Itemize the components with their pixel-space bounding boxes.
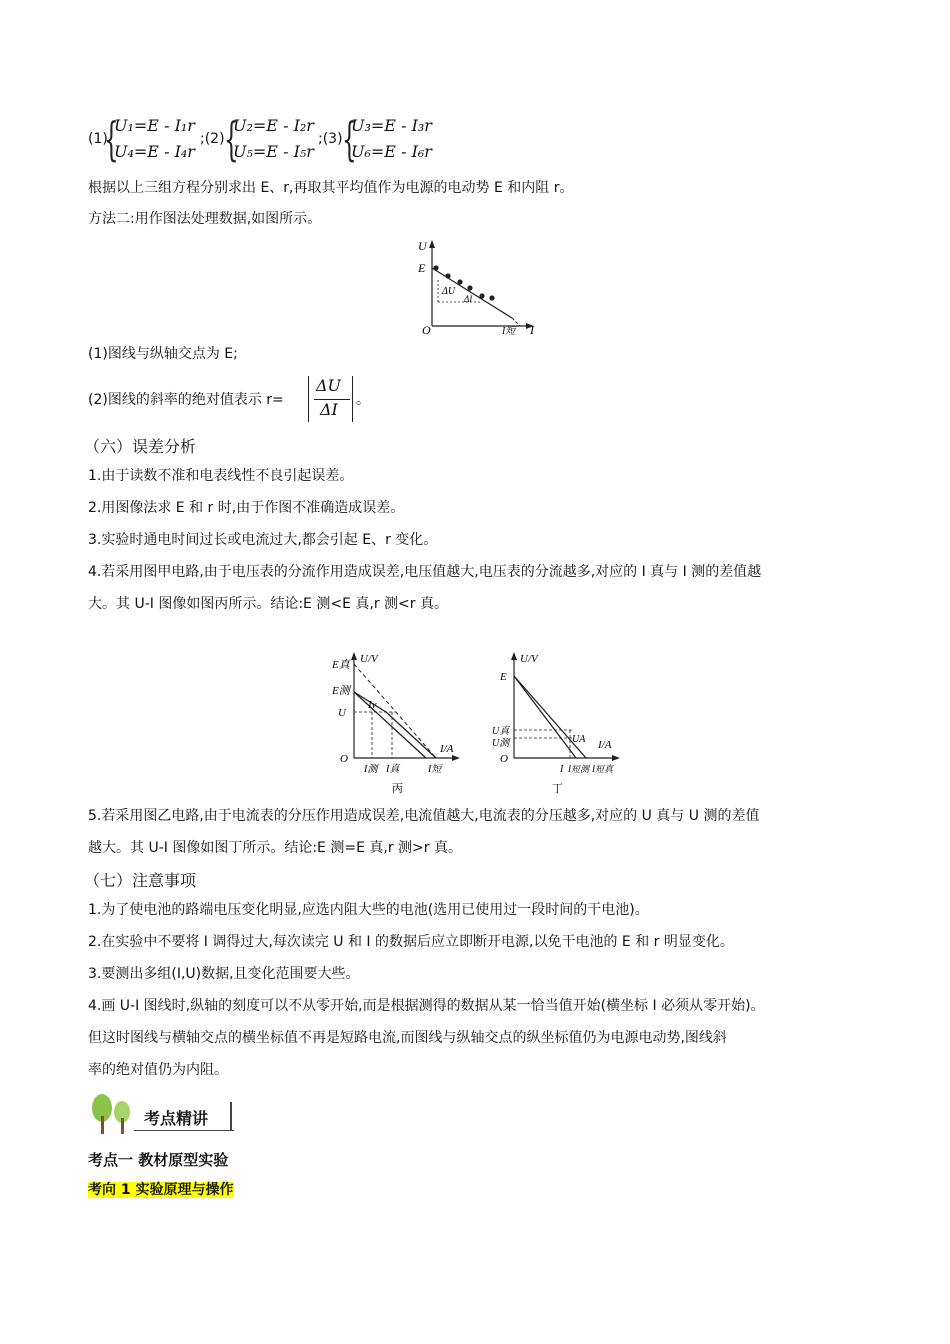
error-item-4-line2: 大。其 U-I 图像如图丙所示。结论:E 测<E 真,r 测<r 真。 bbox=[88, 596, 448, 612]
error-item-5-line1: 5.若采用图乙电路,由于电流表的分压作用造成误差,电流值越大,电流表的分压越多,对应的 U 真与 U 测的差值 bbox=[88, 808, 760, 824]
note-item-4-line2: 但这时图线与横轴交点的横坐标值不再是短路电流,而图线与纵轴交点的纵坐标值仍为电源电动势,图线斜 bbox=[88, 1030, 727, 1046]
tree-icon bbox=[88, 1092, 136, 1136]
label-UN: U/V bbox=[520, 653, 538, 665]
data-point bbox=[445, 273, 450, 278]
item-intercept: (1)图线与纵轴交点为 E; bbox=[88, 346, 238, 362]
eq-2b: U₅=E - I₅r bbox=[233, 142, 314, 161]
note-item-4-line3: 率的绝对值仍为内阻。 bbox=[88, 1062, 228, 1078]
topic-subheading-text: 考向 1 实验原理与操作 bbox=[88, 1182, 234, 1198]
eq-3b: U₆=E - I₆r bbox=[351, 142, 432, 161]
eq-label-3: ;(3) bbox=[318, 131, 343, 147]
fig1-E-label: E bbox=[418, 261, 426, 275]
section-error-analysis: （六）误差分析 bbox=[84, 437, 197, 456]
label-U-ce: U测 bbox=[492, 738, 510, 749]
label-I-short-zhen: I短真 bbox=[592, 764, 613, 774]
brace-1: { bbox=[104, 112, 119, 166]
graph-ding bbox=[490, 650, 630, 795]
error-item-2: 2.用图像法求 E 和 r 时,由于作图不准确造成误差。 bbox=[88, 500, 405, 516]
data-point bbox=[433, 265, 438, 270]
data-point bbox=[467, 285, 472, 290]
eq-1b: U₄=E - I₄r bbox=[114, 142, 195, 161]
note-item-1: 1.为了使电池的路端电压变化明显,应选内阻大些的电池(选用已使用过一段时间的干电池)。 bbox=[88, 902, 649, 918]
graph-bing bbox=[330, 650, 470, 795]
ui-graph-figure bbox=[412, 236, 542, 336]
eq-3a: U₃=E - I₃r bbox=[351, 116, 432, 135]
caption-bing: 丙 bbox=[392, 783, 403, 795]
item-slope-prefix: (2)图线的斜率的绝对值表示 r= bbox=[88, 392, 284, 408]
label-I-ce: I测 bbox=[364, 764, 378, 775]
brace-3: { bbox=[342, 112, 357, 166]
para-method-two: 方法二:用作图法处理数据,如图所示。 bbox=[88, 211, 322, 227]
label-UA: UA bbox=[572, 734, 586, 745]
label-E-zhen: E真 bbox=[332, 659, 350, 671]
fig1-O-label: O bbox=[422, 323, 431, 336]
fig1-dU-label: ΔU bbox=[442, 286, 456, 297]
fraction-numerator: ΔU bbox=[316, 376, 342, 395]
brace-2: { bbox=[224, 112, 239, 166]
label-UN: U/V bbox=[360, 653, 378, 665]
fig1-Ishort-label: I短 bbox=[502, 326, 516, 336]
eq-2a: U₂=E - I₂r bbox=[233, 116, 314, 135]
abs-bar-left bbox=[308, 376, 311, 422]
topic-subheading bbox=[88, 1180, 234, 1200]
data-point bbox=[479, 293, 484, 298]
error-item-4-line1: 4.若采用图甲电路,由于电压表的分流作用造成误差,电压值越大,电压表的分流越多,对应的 I 真与 I 测的差值越 bbox=[88, 564, 762, 580]
banner-divider bbox=[230, 1102, 232, 1130]
label-I-short-ce: I短测 bbox=[568, 764, 589, 774]
eq-1a: U₁=E - I₁r bbox=[114, 116, 195, 135]
section-notes: （七）注意事项 bbox=[84, 871, 197, 890]
label-Iv: Iv bbox=[368, 699, 377, 711]
data-point bbox=[457, 279, 462, 284]
fig1-U-label: U bbox=[418, 239, 427, 253]
section-banner bbox=[88, 1092, 238, 1136]
banner-underline bbox=[134, 1130, 234, 1131]
label-IA: I/A bbox=[440, 743, 454, 755]
error-item-5-line2: 越大。其 U-I 图像如图丁所示。结论:E 测=E 真,r 测>r 真。 bbox=[88, 840, 462, 856]
error-item-1: 1.由于读数不准和电表线性不良引起误差。 bbox=[88, 468, 354, 484]
eq-label-1: (1) bbox=[88, 131, 108, 147]
para-solve-equations: 根据以上三组方程分别求出 E、r,再取其平均值作为电源的电动势 E 和内阻 r。 bbox=[88, 180, 574, 196]
label-E-ce: E测 bbox=[332, 685, 350, 697]
eq-label-2: ;(2) bbox=[200, 131, 225, 147]
note-item-2: 2.在实验中不要将 I 调得过大,每次读完 U 和 I 的数据后应立即断开电源,以免干电池的 E 和 r 明显变化。 bbox=[88, 934, 734, 950]
topic-heading: 考点一 教材原型实验 bbox=[88, 1151, 229, 1169]
label-I-zhen: I真 bbox=[386, 764, 400, 775]
fig1-I-label: I bbox=[530, 323, 534, 336]
fit-line-extension bbox=[512, 318, 520, 326]
label-O: O bbox=[340, 753, 348, 765]
y-axis-arrow bbox=[429, 240, 435, 248]
label-I-short: I短 bbox=[428, 764, 442, 775]
abs-bar-right bbox=[352, 376, 355, 422]
error-item-3: 3.实验时通电时间过长或电流过大,都会引起 E、r 变化。 bbox=[88, 532, 438, 548]
banner-title: 考点精讲 bbox=[144, 1109, 209, 1128]
note-item-3: 3.要测出多组(I,U)数据,且变化范围要大些。 bbox=[88, 966, 360, 982]
fig1-dI-label: ΔI bbox=[464, 294, 473, 304]
label-I: I bbox=[560, 764, 564, 775]
item-slope-suffix: 。 bbox=[356, 392, 370, 408]
data-point bbox=[489, 295, 494, 300]
caption-ding: 丁 bbox=[552, 783, 563, 795]
label-IA: I/A bbox=[598, 739, 612, 751]
label-E: E bbox=[500, 671, 507, 683]
label-O: O bbox=[500, 753, 508, 765]
label-U-zhen: U真 bbox=[492, 726, 510, 737]
fraction-denominator: ΔI bbox=[320, 400, 338, 419]
label-U: U bbox=[338, 707, 346, 719]
note-item-4-line1: 4.画 U-I 图线时,纵轴的刻度可以不从零开始,而是根据测得的数据从某一恰当值开始(横坐标 I 必须从零开始)。 bbox=[88, 998, 765, 1014]
